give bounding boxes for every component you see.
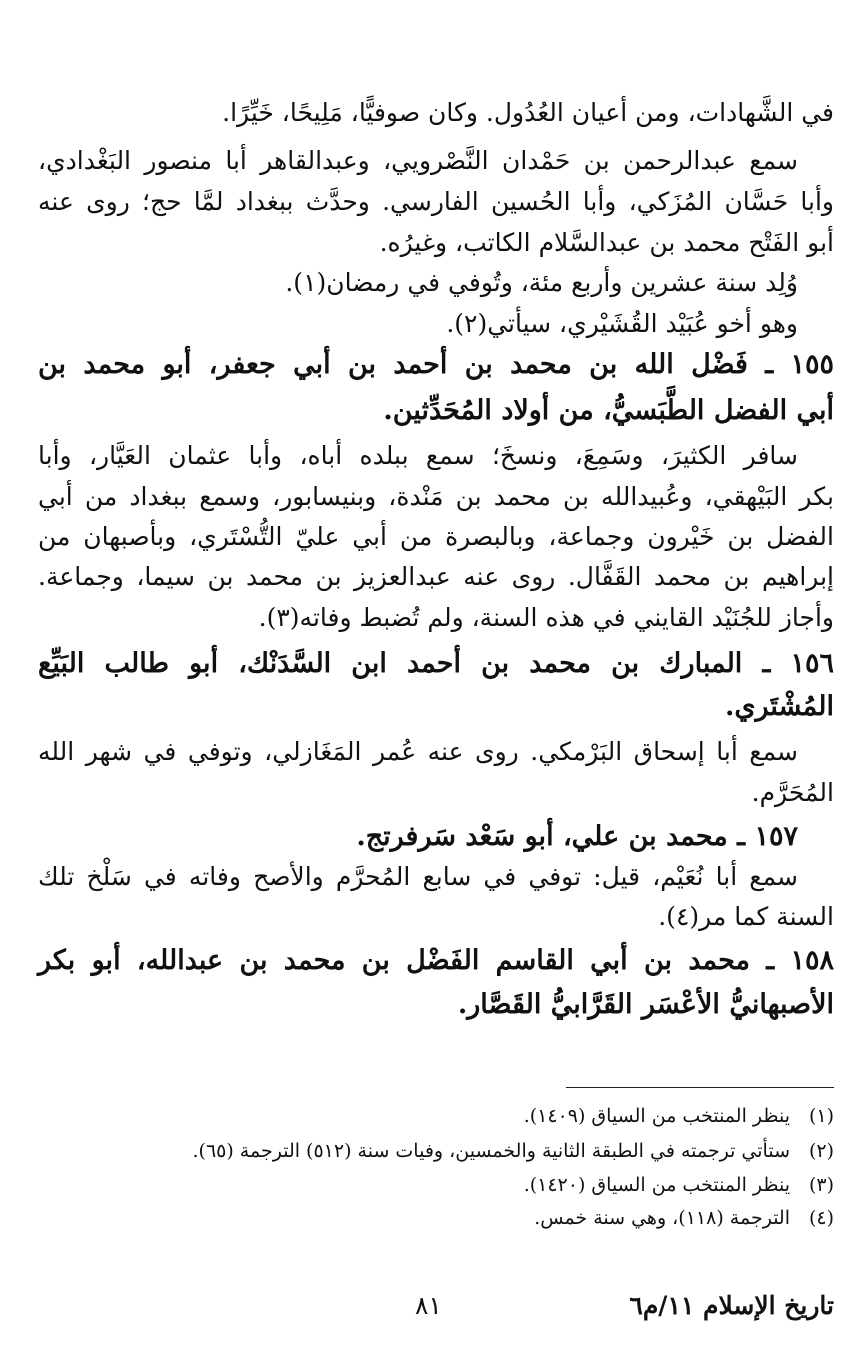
body-line: وأبا حَسَّان المُزَكي، وأبا الحُسين الفارسي. وحدَّث ببغداد لمَّا حج؛ روى عنه: [38, 187, 834, 216]
footnote-text: الترجمة (١١٨)، وهي سنة خمس.: [534, 1207, 790, 1229]
body-line: المُحَرَّم.: [751, 778, 834, 807]
footnote-number: (٤): [808, 1207, 834, 1229]
footnote-4: [534, 1206, 834, 1230]
footnote-text: ستأتي ترجمته في الطبقة الثانية والخمسين، وفيات سنة (٥١٢) الترجمة (٦٥).: [192, 1140, 790, 1162]
entry-heading-157: ١٥٧ ـ محمد بن علي، أبو سَعْد سَرفرتج.: [356, 821, 798, 852]
footnote-3: [524, 1173, 834, 1197]
body-line: بكر البَيْهقي، وعُبيدالله بن محمد بن مَنْدة، وبنيسابور، وسمع ببغداد من أبي: [38, 482, 834, 511]
brother-note-line: وهو أخو عُبَيْد القُشَيْري، سيأتي(٢).: [446, 309, 798, 338]
footnote-text: ينظر المنتخب من السياق (١٤٠٩).: [523, 1105, 790, 1127]
entry-heading-155: ١٥٥ ـ فَضْل الله بن محمد بن أحمد بن أبي جعفر، أبو محمد بن: [38, 349, 834, 380]
footnote-text: ينظر المنتخب من السياق (١٤٢٠).: [523, 1174, 790, 1196]
entry-heading-158-cont: الأصبهانيُّ الأعْسَر القَرَّابيُّ القَصَّار.: [457, 989, 834, 1020]
body-line: السنة كما مر(٤).: [658, 902, 834, 931]
footnote-2: [192, 1139, 834, 1163]
entry-heading-156: ١٥٦ ـ المبارك بن محمد بن أحمد ابن السَّدَنْك، أبو طالب البَيِّع: [38, 648, 834, 679]
body-line-paragraph-start: سمع أبا نُعَيْم، قيل: توفي في سابع المُحرَّم والأصح وفاته في سَلْخ تلك: [38, 862, 798, 891]
footnote-number: (٣): [808, 1174, 834, 1196]
footnote-number: (٢): [808, 1140, 834, 1162]
body-line: إبراهيم بن محمد القَفَّال. روى عنه عبدالعزيز بن محمد بن سيما، وجماعة.: [38, 562, 834, 591]
body-line-paragraph-start: سمع أبا إسحاق البَرْمكي. روى عنه عُمر المَغَازلي، وتوفي في شهر الله: [38, 737, 798, 766]
entry-heading-158: ١٥٨ ـ محمد بن أبي القاسم الفَضْل بن محمد بن عبدالله، أبو بكر: [38, 945, 834, 976]
birth-death-line: وُلِد سنة عشرين وأربع مئة، وتُوفي في رمضان(١).: [285, 268, 798, 297]
body-line-paragraph-start: سمع عبدالرحمن بن حَمْدان النَّصْرويي، وعبدالقاهر أبا منصور البَغْدادي،: [38, 146, 798, 175]
page-number: ٨١: [415, 1291, 442, 1320]
running-footer-title: تاريخ الإسلام ١١/م٦: [629, 1291, 834, 1320]
footnote-1: [524, 1104, 834, 1128]
footnote-separator: [566, 1087, 834, 1088]
body-line: وأجاز للجُنَيْد القايني في هذه السنة، ولم تُضبط وفاته(٣).: [258, 603, 834, 632]
body-line-continuation: في الشَّهادات، ومن أعيان العُدُول. وكان صوفيًّا، مَلِيحًا، خَيِّرًا.: [222, 98, 834, 127]
body-line: أبو الفَتْح محمد بن عبدالسَّلام الكاتب، وغيرُه.: [379, 228, 834, 257]
entry-heading-155-cont: أبي الفضل الطَّبَسيُّ، من أولاد المُحَدِّثين.: [383, 395, 834, 426]
body-line-paragraph-start: سافر الكثيرَ، وسَمِعَ، ونسخَ؛ سمع ببلده أباه، وأبا عثمان العَيَّار، وأبا: [38, 441, 798, 470]
footnote-number: (١): [808, 1105, 834, 1127]
entry-heading-156-cont: المُشْتَري.: [724, 691, 834, 722]
body-line: الفضل بن خَيْرون وجماعة، وبالبصرة من أبي عليّ التُّسْتَري، وبأصبهان من: [38, 522, 834, 551]
